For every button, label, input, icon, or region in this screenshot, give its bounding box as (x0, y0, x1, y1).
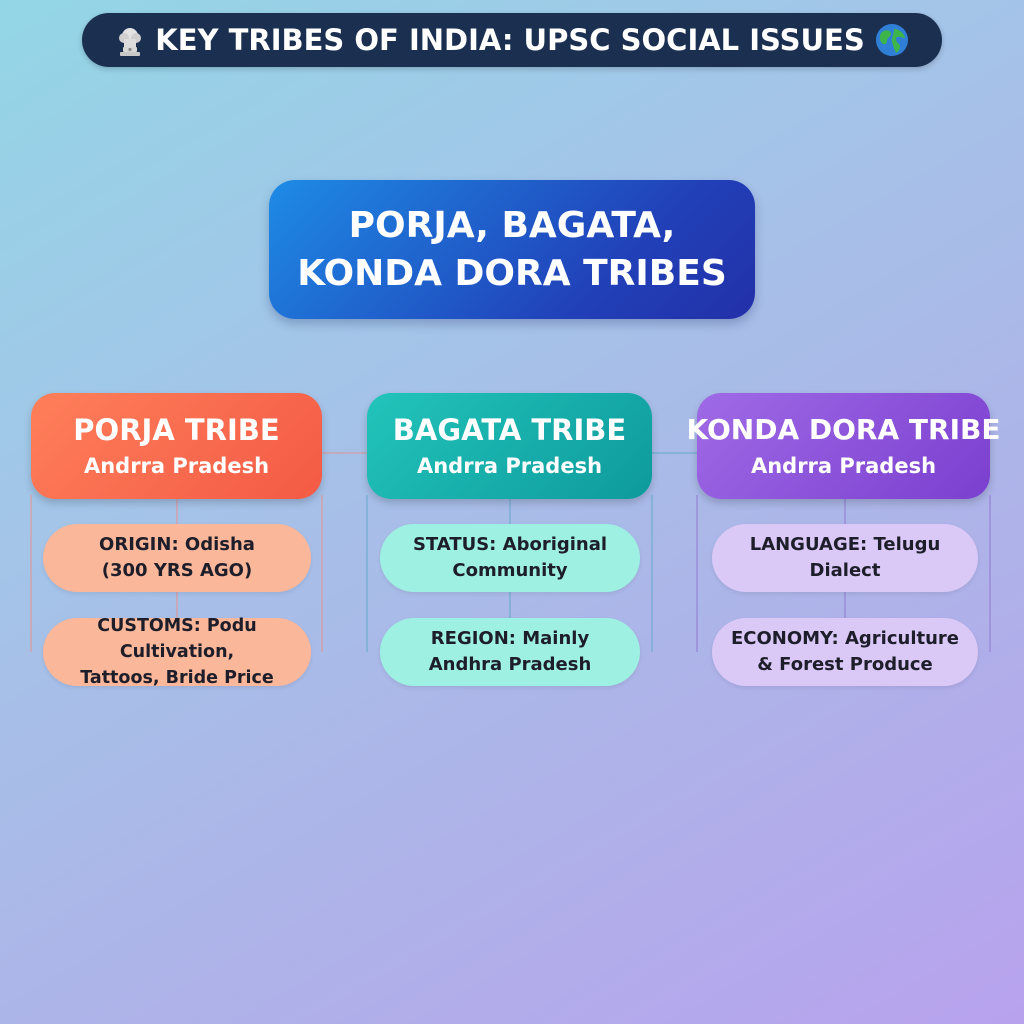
title-banner (82, 13, 942, 67)
main-topic-box (269, 180, 755, 319)
tribe-header-porja (31, 393, 322, 499)
main-topic-title: PORJA, BAGATA, KONDA DORA TRIBES (297, 204, 727, 294)
page-title: KEY TRIBES OF INDIA: UPSC SOCIAL ISSUES (155, 23, 865, 57)
tribe-name: KONDA DORA TRIBE (686, 413, 1001, 446)
tribe-header-konda-dora (686, 393, 1001, 499)
tribe-name: PORJA TRIBE (73, 413, 280, 447)
fact-bagata-status: STATUS: Aboriginal Community (380, 524, 640, 592)
tribe-header-bagata (367, 393, 652, 499)
tribe-name: BAGATA TRIBE (392, 413, 627, 447)
fact-konda-language: LANGUAGE: Telugu Dialect (712, 524, 978, 592)
tribe-state: Andrra Pradesh (83, 454, 270, 478)
emblem-icon (115, 23, 145, 57)
fact-porja-customs: CUSTOMS: Podu Cultivation, Tattoos, Bride Price (43, 618, 311, 686)
fact-porja-origin: ORIGIN: Odisha (300 YRS AGO) (43, 524, 311, 592)
tribe-state: Andrra Pradesh (416, 454, 603, 478)
tribe-state: Andrra Pradesh (750, 454, 937, 478)
globe-icon (875, 23, 909, 57)
fact-konda-economy: ECONOMY: Agriculture & Forest Produce (712, 618, 978, 686)
fact-bagata-region: REGION: Mainly Andhra Pradesh (380, 618, 640, 686)
